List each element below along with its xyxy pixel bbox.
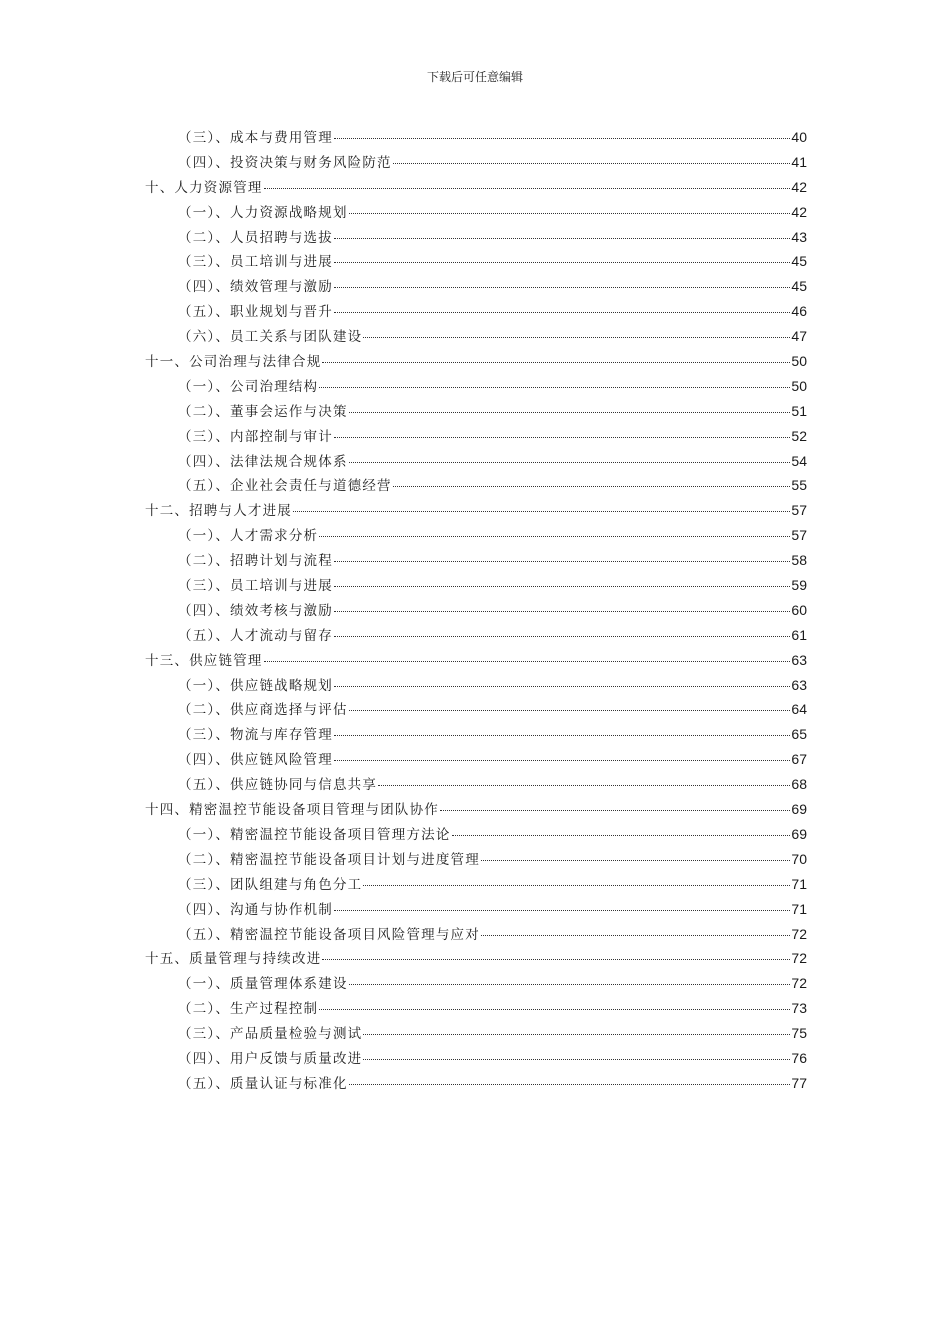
toc-dot-leader xyxy=(334,636,790,637)
toc-page-number: 60 xyxy=(791,601,807,618)
toc-page-number: 71 xyxy=(791,875,807,892)
toc-dot-leader xyxy=(334,611,790,612)
toc-dot-leader xyxy=(322,959,790,960)
toc-entry-title: （三）、成本与费用管理 xyxy=(178,130,333,146)
toc-page-number: 58 xyxy=(791,552,807,569)
toc-entry-title: （二）、招聘计划与流程 xyxy=(178,553,333,570)
toc-section-entry[interactable] xyxy=(145,201,807,226)
toc-entry-title: （三）、员工培训与进展 xyxy=(178,578,333,595)
toc-page-number: 70 xyxy=(791,850,807,867)
toc-page-number: 72 xyxy=(791,925,807,942)
toc-dot-leader xyxy=(363,885,790,886)
toc-dot-leader xyxy=(334,561,790,562)
toc-entry-title: （四）、供应链风险管理 xyxy=(178,752,333,769)
toc-page-number: 50 xyxy=(791,377,807,394)
toc-dot-leader xyxy=(393,163,791,164)
toc-page-number: 64 xyxy=(791,701,807,718)
toc-entry-title: （四）、沟通与协作机制 xyxy=(178,901,333,918)
toc-page-number: 63 xyxy=(791,676,807,693)
toc-entry-title: 十五、质量管理与持续改进 xyxy=(145,951,322,968)
page-header: 下载后可任意编辑 xyxy=(426,70,523,84)
toc-page-number: 76 xyxy=(791,1049,807,1066)
toc-entry-title: （二）、董事会运作与决策 xyxy=(178,403,348,420)
toc-dot-leader xyxy=(334,238,790,239)
toc-page-number: 63 xyxy=(791,651,807,668)
toc-section-entry[interactable] xyxy=(145,599,807,624)
toc-dot-leader xyxy=(334,138,790,139)
toc-chapter-entry[interactable] xyxy=(145,947,807,972)
toc-entry-title: （三）、团队组建与角色分工 xyxy=(178,876,363,893)
toc-entry-title: （二）、精密温控节能设备项目计划与进度管理 xyxy=(178,851,480,868)
toc-page-number: 72 xyxy=(791,975,807,992)
toc-dot-leader xyxy=(378,785,790,786)
toc-dot-leader xyxy=(264,661,791,662)
toc-page-number: 77 xyxy=(791,1074,807,1091)
toc-dot-leader xyxy=(349,412,791,413)
toc-chapter-entry[interactable] xyxy=(145,798,807,823)
toc-entry-title: （三）、员工培训与进展 xyxy=(178,254,333,271)
toc-dot-leader xyxy=(349,213,791,214)
toc-entry-title: （一）、人力资源战略规划 xyxy=(178,204,348,221)
toc-dot-leader xyxy=(363,337,790,338)
toc-entry-title: 十二、招聘与人才进展 xyxy=(145,503,292,520)
toc-dot-leader xyxy=(481,935,790,936)
toc-entry-title: （五）、人才流动与留存 xyxy=(178,627,333,644)
toc-section-entry[interactable] xyxy=(145,524,807,549)
toc-entry-title: （三）、产品质量检验与测试 xyxy=(178,1026,363,1043)
toc-entry-title: （六）、员工关系与团队建设 xyxy=(178,329,363,346)
toc-page-number: 54 xyxy=(791,452,807,469)
toc-chapter-entry[interactable] xyxy=(145,649,807,674)
toc-section-entry[interactable] xyxy=(145,450,807,475)
toc-dot-leader xyxy=(334,686,790,687)
toc-entry-title: 十、人力资源管理 xyxy=(145,179,263,196)
toc-dot-leader xyxy=(334,312,790,313)
toc-entry-title: （四）、投资决策与财务风险防范 xyxy=(178,154,392,171)
toc-dot-leader xyxy=(319,536,790,537)
toc-section-entry[interactable] xyxy=(145,151,807,176)
toc-section-entry[interactable] xyxy=(145,1047,807,1072)
toc-page-number: 71 xyxy=(791,900,807,917)
toc-dot-leader xyxy=(319,1009,790,1010)
toc-section-entry[interactable] xyxy=(145,674,807,699)
toc-section-entry[interactable] xyxy=(145,425,807,450)
toc-entry-title: （四）、绩效考核与激励 xyxy=(178,602,333,619)
toc-page-number: 67 xyxy=(791,751,807,768)
toc-entry-title: （四）、绩效管理与激励 xyxy=(178,279,333,296)
toc-page-number: 46 xyxy=(791,303,807,320)
toc-entry-title: 十三、供应链管理 xyxy=(145,652,263,669)
toc-page-number: 69 xyxy=(791,825,807,842)
toc-entry-title: （二）、生产过程控制 xyxy=(178,1001,319,1018)
toc-entry-title: （一）、人才需求分析 xyxy=(178,528,319,545)
toc-section-entry[interactable] xyxy=(145,226,807,251)
toc-dot-leader xyxy=(334,735,790,736)
toc-entry-title: （三）、内部控制与审计 xyxy=(178,428,333,445)
toc-dot-leader xyxy=(334,910,790,911)
toc-dot-leader xyxy=(349,710,791,711)
toc-page-number: 57 xyxy=(791,527,807,544)
toc-dot-leader xyxy=(363,1034,790,1035)
toc-section-entry[interactable] xyxy=(145,1022,807,1047)
toc-dot-leader xyxy=(322,362,790,363)
toc-page-number: 45 xyxy=(791,278,807,295)
toc-entry-title: （五）、精密温控节能设备项目风险管理与应对 xyxy=(178,926,480,943)
toc-entry-title: （一）、公司治理结构 xyxy=(178,378,319,395)
toc-entry-title: （一）、供应链战略规划 xyxy=(178,677,333,694)
toc-page-number: 51 xyxy=(791,402,807,419)
toc-section-entry[interactable] xyxy=(145,898,807,923)
toc-dot-leader xyxy=(293,511,790,512)
toc-entry-title: （二）、供应商选择与评估 xyxy=(178,702,348,719)
toc-dot-leader xyxy=(363,1059,790,1060)
toc-dot-leader xyxy=(334,437,790,438)
toc-page-number: 69 xyxy=(791,801,807,818)
toc-page-number: 59 xyxy=(791,577,807,594)
toc-page-number: 72 xyxy=(791,950,807,967)
toc-section-entry[interactable] xyxy=(145,325,807,350)
toc-dot-leader xyxy=(334,586,790,587)
toc-entry-title: （三）、物流与库存管理 xyxy=(178,727,333,744)
toc-entry-title: （五）、供应链协同与信息共享 xyxy=(178,777,378,794)
toc-dot-leader xyxy=(349,1084,791,1085)
toc-section-entry[interactable] xyxy=(145,400,807,425)
toc-page-number: 50 xyxy=(791,353,807,370)
toc-chapter-entry[interactable] xyxy=(145,499,807,524)
toc-dot-leader xyxy=(319,387,790,388)
toc-section-entry[interactable] xyxy=(145,873,807,898)
toc-section-entry[interactable] xyxy=(145,773,807,798)
toc-dot-leader xyxy=(334,760,790,761)
toc-page-number: 55 xyxy=(791,477,807,494)
toc-section-entry[interactable] xyxy=(145,698,807,723)
toc-page-number: 65 xyxy=(791,726,807,743)
toc-section-entry[interactable] xyxy=(145,250,807,275)
toc-chapter-entry[interactable] xyxy=(145,176,807,201)
toc-page-number: 52 xyxy=(791,427,807,444)
toc-page-number: 68 xyxy=(791,776,807,793)
toc-section-entry[interactable] xyxy=(145,549,807,574)
table-of-contents xyxy=(145,126,807,1097)
toc-page-number: 57 xyxy=(791,502,807,519)
toc-dot-leader xyxy=(481,860,790,861)
toc-page-number: 42 xyxy=(791,203,807,220)
toc-entry-title: （五）、职业规划与晋升 xyxy=(178,304,333,321)
toc-entry-title: （四）、用户反馈与质量改进 xyxy=(178,1050,363,1067)
toc-dot-leader xyxy=(334,262,790,263)
toc-section-entry[interactable] xyxy=(145,848,807,873)
toc-page-number: 75 xyxy=(791,1025,807,1042)
toc-section-entry[interactable] xyxy=(145,474,807,499)
toc-dot-leader xyxy=(440,810,790,811)
toc-dot-leader xyxy=(452,835,791,836)
toc-dot-leader xyxy=(334,287,790,288)
toc-entry-title: （一）、质量管理体系建设 xyxy=(178,976,348,993)
toc-section-entry[interactable] xyxy=(145,972,807,997)
toc-chapter-entry[interactable] xyxy=(145,350,807,375)
toc-dot-leader xyxy=(264,188,791,189)
toc-dot-leader xyxy=(393,486,791,487)
toc-dot-leader xyxy=(349,462,791,463)
toc-entry-title: 十一、公司治理与法律合规 xyxy=(145,354,322,371)
toc-entry-title: （五）、质量认证与标准化 xyxy=(178,1075,348,1092)
toc-section-entry[interactable] xyxy=(145,300,807,325)
toc-page-number: 42 xyxy=(791,178,807,195)
toc-section-entry[interactable] xyxy=(145,748,807,773)
toc-section-entry[interactable] xyxy=(145,997,807,1022)
toc-section-entry[interactable] xyxy=(145,823,807,848)
toc-section-entry[interactable] xyxy=(145,624,807,649)
toc-dot-leader xyxy=(349,984,791,985)
toc-entry-title: （一）、精密温控节能设备项目管理方法论 xyxy=(178,826,451,843)
toc-section-entry[interactable] xyxy=(145,275,807,300)
toc-section-entry[interactable] xyxy=(145,1072,807,1097)
toc-entry-title: （二）、人员招聘与选拔 xyxy=(178,229,333,246)
toc-page-number: 41 xyxy=(791,153,807,170)
toc-entry-title: 十四、精密温控节能设备项目管理与团队协作 xyxy=(145,802,439,819)
toc-page-number: 61 xyxy=(791,626,807,643)
toc-page-number: 73 xyxy=(791,1000,807,1017)
toc-section-entry[interactable] xyxy=(145,375,807,400)
toc-page-number: 45 xyxy=(791,253,807,270)
toc-entry-title: （四）、法律法规合规体系 xyxy=(178,453,348,470)
toc-section-entry[interactable] xyxy=(145,723,807,748)
toc-page-number: 40 xyxy=(791,129,807,145)
toc-page-number: 43 xyxy=(791,228,807,245)
toc-section-entry[interactable] xyxy=(145,923,807,948)
toc-entry-title: （五）、企业社会责任与道德经营 xyxy=(178,478,392,495)
toc-section-entry[interactable] xyxy=(145,126,807,151)
toc-section-entry[interactable] xyxy=(145,574,807,599)
toc-page-number: 47 xyxy=(791,328,807,345)
